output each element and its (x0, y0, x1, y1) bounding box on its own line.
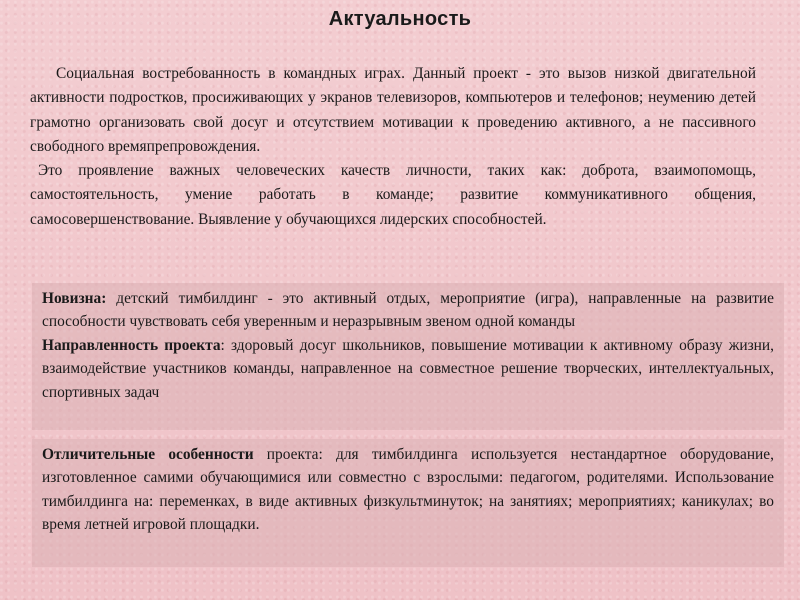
relevance-paragraph-2: Это проявление важных человеческих качеств личности, таких как: доброта, взаимопомощь, самостоятельность, умение работать в команде; развитие коммуникативного общения, самосовершенствование. Выявление у обучающихся лидерских способностей. (30, 162, 756, 228)
novelty-direction-panel (32, 283, 784, 430)
features-panel (32, 439, 784, 567)
direction-label: Направленность проекта (42, 336, 221, 354)
novelty-text: детский тимбилдинг - это активный отдых, мероприятие (игра), направленные на развитие способности чувствовать себя уверенным и неразрывным звеном одной команды (42, 290, 774, 331)
slide-title: Актуальность (328, 8, 472, 30)
direction-paragraph (42, 334, 774, 404)
relevance-paragraph-1: Социальная востребованность в командных играх. Данный проект - это вызов низкой двигательной активности подростков, просиживающих у экранов телевизоров, компьютеров и телефонов; неумению детей грамотно организовать свой досуг и отсутствием мотивации к проведению активного, а не пассивного свободного времяпрепровождения. (30, 65, 756, 155)
novelty-paragraph (42, 287, 774, 334)
relevance-block (30, 62, 756, 232)
features-paragraph (42, 443, 774, 537)
features-text: проекта: для тимбилдинга используется нестандартное оборудование, изготовленное самими обучающимися или совместно с взрослыми: педагогом, родителями. Использование тимбилдинга на: переменках, в виде активных физкультминуток; на занятиях; мероприятиях; каникулах; во время летней игровой площадки. (42, 446, 774, 534)
features-label: Отличительные особенности (42, 446, 254, 463)
direction-text: : здоровый досуг школьников, повышение мотивации к активному образу жизни, взаимодействие участников команды, направленное на совместное решение творческих, интеллектуальных, спортивных задач (42, 336, 774, 401)
novelty-label: Новизна: (42, 290, 107, 307)
